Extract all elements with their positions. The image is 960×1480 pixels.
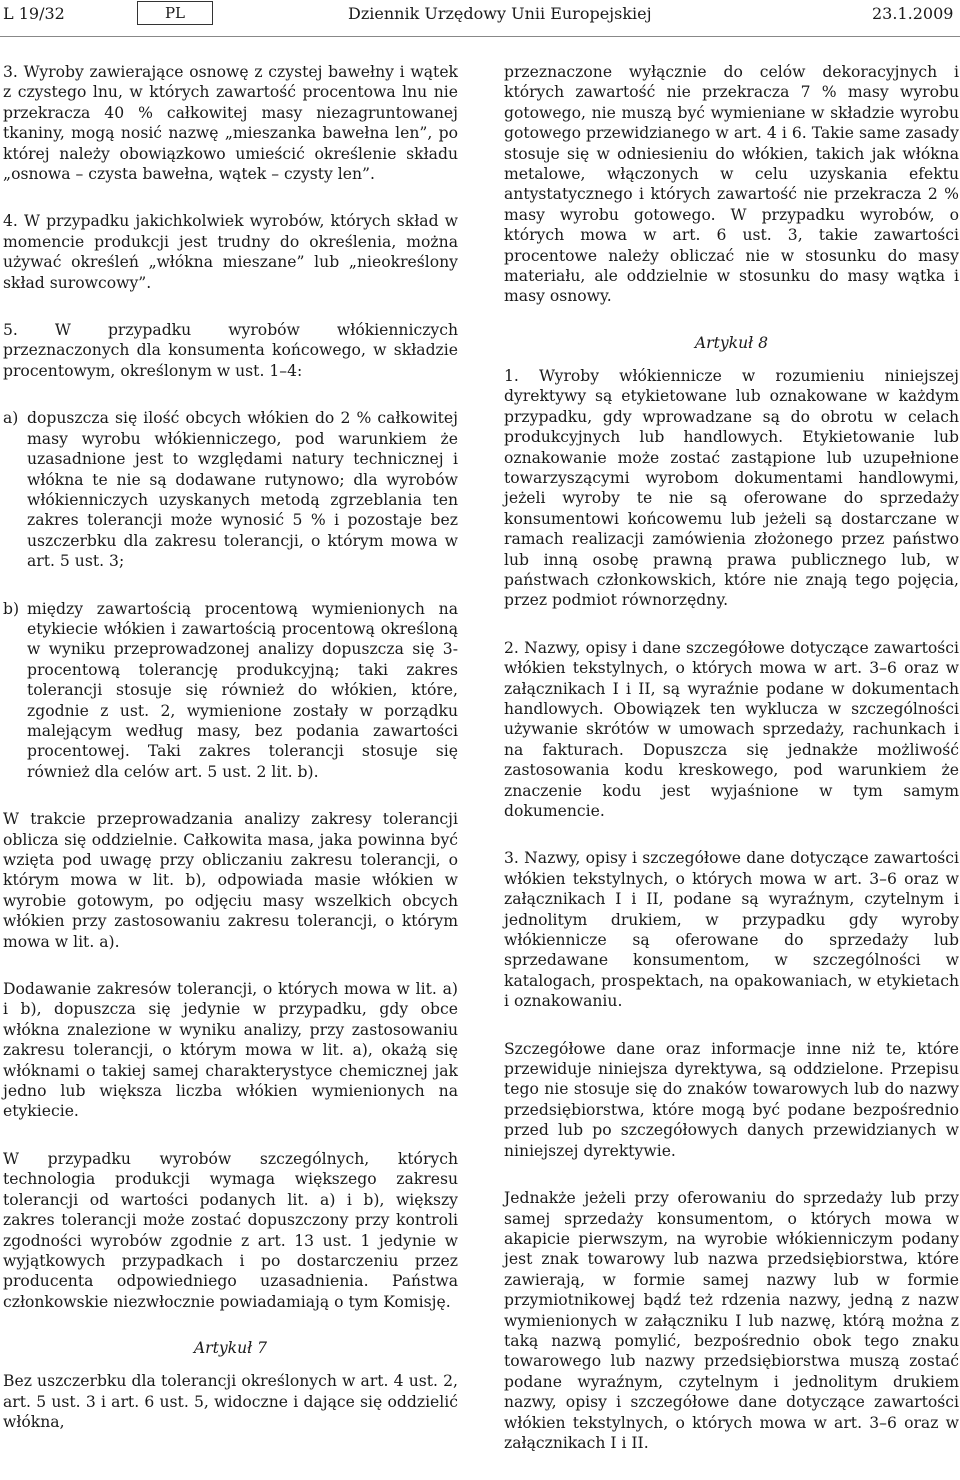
article-7-heading: Artykuł 7 <box>193 1339 268 1358</box>
item-a-label: a) <box>3 409 19 428</box>
language-code-box: PL <box>137 1 213 25</box>
paragraph-special: W przypadku wyrobów szczególnych, których technologia produkcji wymaga większego zakresu tolerancji od wartości podanych lit. a) i b), większy zakres tolerancji może zostać dopuszczony przy kontroli zgodności wyrobów zgodnie z art. 13 ust. 1 jedynie w wyjątkowych przypadkach i po dostarczeniu przez producenta odpowiedniego uzasadnienia. Państwa członkowskie niezwłocznie powiadamiają o tym Komisję. <box>3 1149 458 1311</box>
item-b-text: między zawartością procentową wymienionych na etykiecie włókien i zawartością procentową określoną w wyniku przeprowadzonej analizy dopuszcza się 3-procentową tolerancję produkcyjną; taki zakres tolerancji stosuje się również do włókien, które, zgodnie z ust. 2, wymienione zostały w porządku malejącym według masy, bez podania zawartości procentowej. Taki zakres tolerancji stosuje się również dla celów art. 5 ust. 2 lit. b). <box>27 599 458 781</box>
paragraph-article-7: Bez uszczerbku dla tolerancji określonych w art. 4 ust. 2, art. 5 ust. 3 i art. 6 ust. 5, widoczne i dające się oddzielić włókna, <box>3 1372 458 1431</box>
paragraph-continued: przeznaczone wyłącznie do celów dekoracyjnych i których zawartość nie przekracza 7 % masy wyrobu gotowego, nie muszą być wymieniane w składzie wyrobu gotowego przewidzianego w art. 4 i 6. Takie same zasady stosuje się w odniesieniu do włókien, takich jak włókna metalowe, włączonych w celu uzyskania efektu antystatycznego i których zawartość nie przekracza 2 % masy wyrobu gotowego. W przypadku wyrobów, o których mowa w art. 6 ust. 3, takie zawartości procentowe należy obliczać nie w stosunku do masy materiału, ale oddzielnie w stosunku do masy wątka i masy osnowy. <box>504 63 959 306</box>
item-b <box>3 599 458 783</box>
paragraph-however: Jednakże jeżeli przy oferowaniu do sprzedaży lub przy samej sprzedaży konsumentom, o których mowa w akapicie pierwszym, na wyrobie włókienniczym podany jest znak towarowy lub nazwa przedsiębiorstwa, które zawierają, w formie samej nazwy lub w formie przymiotnikowej bądź też rdzenia nazwy, jedną z nazw wymienionych w załączniku I lub nazwę, którą można z taką nazwą pomylić, bezpośrednio obok tego znaku towarowego lub nazwy przedsiębiorstwa muszą zostać podane wyraźnym, czytelnym i jednolitym drukiem nazwy, opisy i szczegółowe dane dotyczące zawartości włókien tekstylnych, o których mowa w art. 3–6 oraz w załącznikach I i II. <box>504 1189 959 1452</box>
left-column <box>3 62 458 1459</box>
paragraph-4: 4. W przypadku jakichkolwiek wyrobów, których skład w momencie produkcji jest trudny do określenia, można używać określeń „włókna mieszane” lub „nieokreślony skład surowcowy”. <box>3 212 458 292</box>
item-a <box>3 408 458 571</box>
paragraph-detailed-data: Szczegółowe dane oraz informacje inne niż te, które przewiduje niniejsza dyrektywa, są oddzielone. Przepisu tego nie stosuje się do znaków towarowych lub do nazwy przedsiębiorstwa, które mogą być podane bezpośrednio przed lub po szczegółowych danych przewidzianych w niniejszej dyrektywie. <box>504 1039 959 1160</box>
paragraph-8-2: 2. Nazwy, opisy i dane szczegółowe dotyczące zawartości włókien tekstylnych, o których mowa w art. 3–6 oraz w załącznikach I i II, są wyraźnie podane w dokumentach handlowych. Obowiązek ten wyklucza w szczególności używanie skrótów w umowach sprzedaży, rachunkach i na fakturach. Dopuszcza się jednakże możliwość zastosowania kodu kreskowego, pod warunkiem że znaczenie kodu jest wyjaśnione w tym samym dokumencie. <box>504 638 959 820</box>
paragraph-3: 3. Wyroby zawierające osnowę z czystej bawełny i wątek z czystego lnu, w których zawartość procentowa lnu nie przekracza 40 % całkowitej masy niezagruntowanej tkaniny, mogą nosić nazwę „mieszanka bawełna len”, po której należy obowiązkowo umieścić określenie składu „osnowa – czysta bawełna, wątek – czysty len”. <box>3 63 458 184</box>
journal-title: Dziennik Urzędowy Unii Europejskiej <box>348 4 652 23</box>
item-a-text: dopuszcza się ilość obcych włókien do 2 % całkowitej masy wyrobu włókienniczego, pod warunkiem że uzasadnione jest to względami natury technicznej i włókna te nie są dodawane rutynowo; dla wyrobów włókienniczych uzyskanych metodą zgrzeblania ten zakres tolerancji może wynosić 5 % i pozostaje bez uszczerbku dla zakresu tolerancji, o którym mowa w art. 5 ust. 3; <box>27 409 458 571</box>
paragraph-8-1: 1. Wyroby włókiennicze w rozumieniu niniejszej dyrektywy są etykietowane lub oznakowane w każdym przypadku, gdy wprowadzane są do obrotu w celach produkcyjnych lub handlowych. Etykietowanie lub oznakowanie może zostać zastąpione lub uzupełnione towarzyszącymi wyrobom dokumentami handlowymi, jeżeli wyroby te nie są oferowane do sprzedaży konsumentowi końcowemu lub jeżeli są dostarczane w ramach realizacji zamówienia złożonego przez państwo lub inną osobę prawną prawa publicznego lub, w państwach członkowskich, które nie znają tego pojęcia, przez podmiot równorzędny. <box>504 366 959 610</box>
page-reference: L 19/32 <box>3 4 65 23</box>
publication-date: 23.1.2009 <box>872 4 954 23</box>
paragraph-analysis: W trakcie przeprowadzania analizy zakresy tolerancji oblicza się oddzielnie. Całkowita masa, jaka powinna być wzięta pod uwagę przy obliczaniu zakresu tolerancji, o którym mowa w lit. b), odpowiada masie włókien w wyrobie gotowym, po odjęciu masy wszelkich obcych włókien przy zastosowaniu zakresu tolerancji, o którym mowa w lit. a). <box>3 810 458 951</box>
article-8-heading: Artykuł 8 <box>694 333 769 352</box>
header-rule <box>0 36 960 37</box>
paragraph-8-3: 3. Nazwy, opisy i szczegółowe dane dotyczące zawartości włókien tekstylnych, o których mowa w art. 3–6 oraz w załącznikach I i II, podane są wyraźnym, czytelnym i jednolitym drukiem, w przypadku gdy wyroby włókiennicze są oferowane do sprzedaży lub sprzedawane konsumentom, w szczególności w katalogach, prospektach, na opakowaniach, w etykietach i oznakowaniu. <box>504 849 959 1011</box>
paragraph-5: 5. W przypadku wyrobów włókienniczych przeznaczonych dla konsumenta końcowego, w składzie procentowym, określonym w ust. 1–4: <box>3 321 458 380</box>
paragraph-adding: Dodawanie zakresów tolerancji, o których mowa w lit. a) i b), dopuszcza się jedynie w przypadku, gdy obce włókna znalezione w wyniku analizy, przy zastosowaniu zakresu tolerancji, o którym mowa w lit. a), okażą się włóknami o takiej samej charakterystyce chemicznej jak jedno lub większa liczba włókien wymienionych na etykiecie. <box>3 980 458 1121</box>
right-column <box>504 62 959 1480</box>
page-header <box>0 0 960 36</box>
item-b-label: b) <box>3 599 20 618</box>
